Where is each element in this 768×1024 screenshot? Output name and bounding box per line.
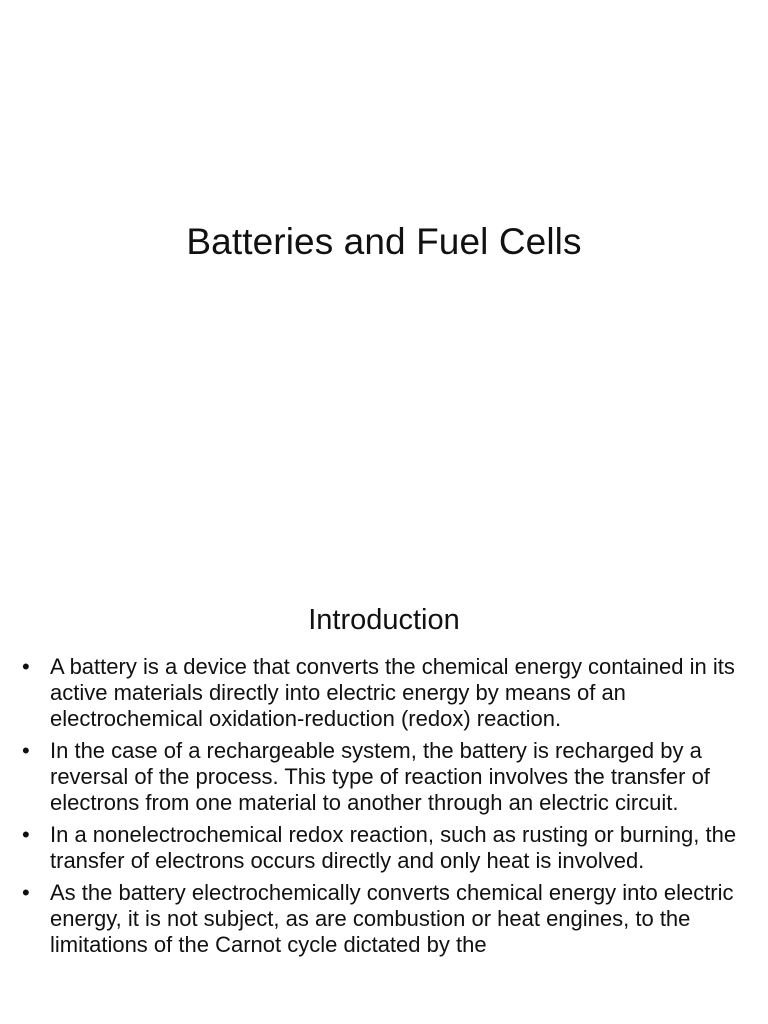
bullet-icon: • (22, 880, 30, 905)
bullet-item (22, 880, 750, 958)
bullet-icon: • (22, 822, 30, 847)
bullet-text: In a nonelectrochemical redox reaction, such as rusting or burning, the transfer of electrons occurs directly and only heat is involved. (50, 822, 737, 873)
slide-title: Batteries and Fuel Cells (186, 221, 582, 262)
bullet-item (22, 654, 750, 732)
bullet-text: In the case of a rechargeable system, the battery is recharged by a reversal of the process. This type of reaction involves the transfer of electrons from one material to another through an electric circuit. (50, 738, 710, 815)
slide-heading: Introduction (308, 604, 460, 636)
bullet-text: A battery is a device that converts the chemical energy contained in its active materials directly into electric energy by means of an electrochemical oxidation-reduction (redox) reaction. (50, 654, 735, 731)
bullet-icon: • (22, 654, 30, 679)
bullet-list (22, 654, 750, 964)
bullet-text: As the battery electrochemically converts chemical energy into electric energy, it is not subject, as are combustion or heat engines, to the limitations of the Carnot cycle dictated by the (50, 880, 734, 957)
bullet-item (22, 738, 750, 816)
bullet-item (22, 822, 750, 874)
bullet-icon: • (22, 738, 30, 763)
introduction-slide (0, 576, 768, 1024)
